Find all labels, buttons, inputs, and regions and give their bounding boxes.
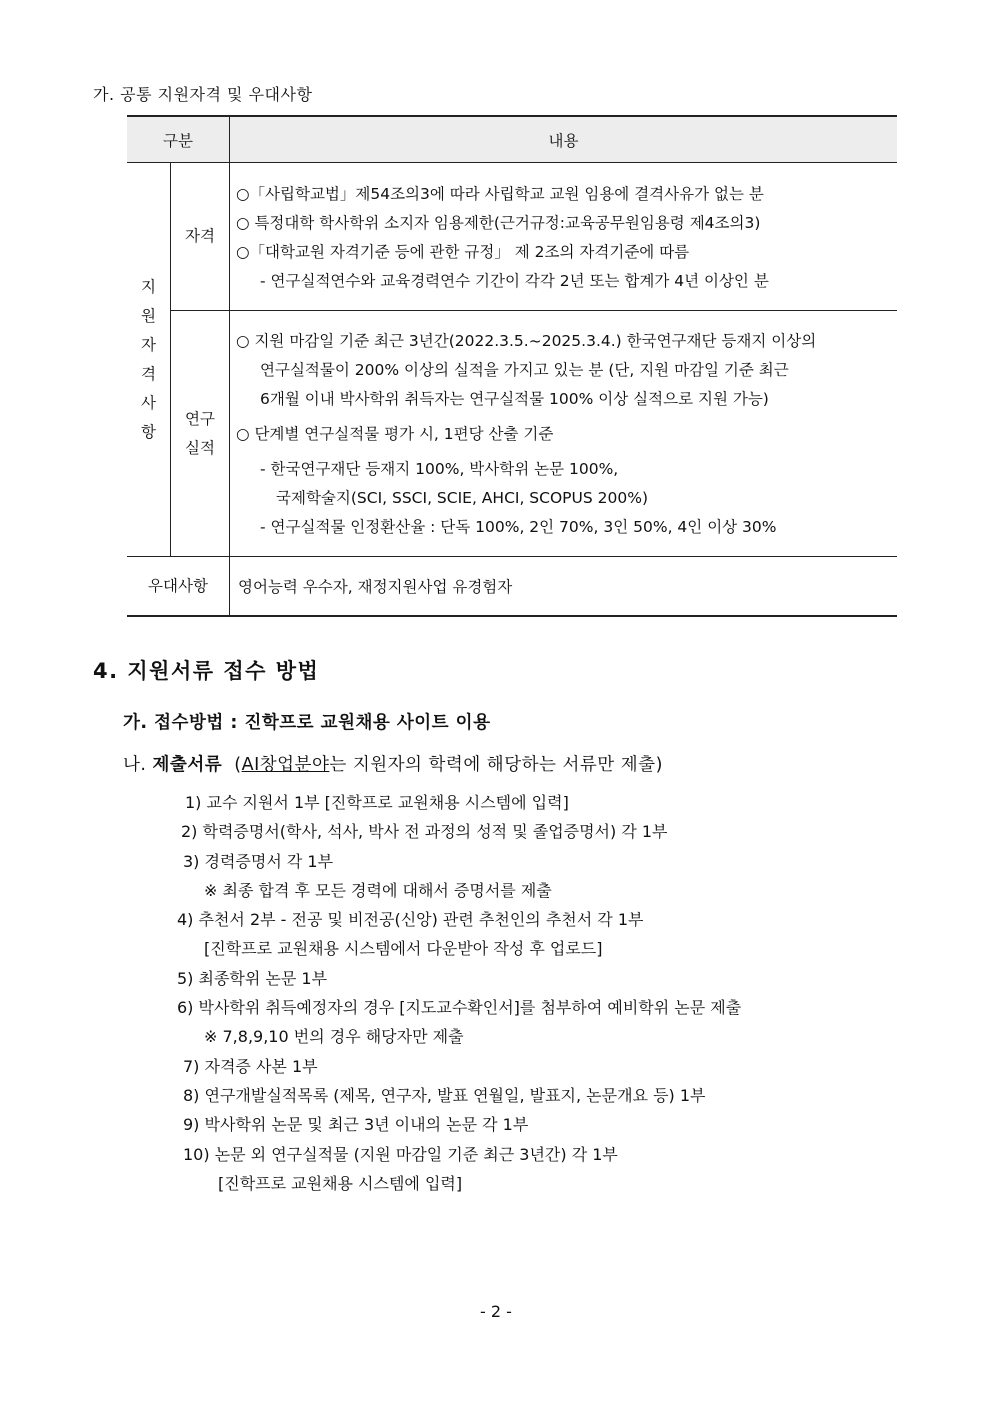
content-line: 연구실적물이 200% 이상의 실적을 가지고 있는 분 (단, 지원 마감일 기준 최근 (260, 361, 789, 379)
list-item: 4) 추천서 2부 - 전공 및 비전공(신앙) 관련 추천인의 추천서 각 1부 (177, 910, 644, 929)
group-label-char: 지 (141, 277, 156, 296)
qualification-table (127, 115, 897, 617)
research-content (230, 311, 898, 557)
list-item: ※ 7,8,9,10 번의 경우 해당자만 제출 (204, 1027, 464, 1046)
list-item: 10) 논문 외 연구실적물 (지원 마감일 기준 최근 3년간) 각 1부 (183, 1145, 618, 1164)
list-item: 1) 교수 지원서 1부 [진학프로 교원채용 시스템에 입력] (185, 793, 569, 812)
group-label-char: 자 (141, 335, 156, 354)
list-item: [진학프로 교원채용 시스템에 입력] (218, 1174, 463, 1193)
list-item: 6) 박사학위 취득예정자의 경우 [지도교수확인서]를 첨부하여 예비학위 논문 제출 (177, 998, 742, 1017)
required-documents-heading (123, 751, 663, 776)
list-item: 8) 연구개발실적목록 (제목, 연구자, 발표 연월일, 발표지, 논문개요 등) 1부 (183, 1086, 706, 1105)
list-item: 3) 경력증명서 각 1부 (183, 852, 334, 871)
table-row (127, 311, 897, 557)
row-label-text: 자격 (185, 227, 215, 245)
preference-content: 영어능력 우수자, 재정지원사업 유경험자 (230, 557, 898, 617)
content-line: ○ 특정대학 학사학위 소지자 임용제한(근거규정:교육공무원임용령 제4조의3) (236, 213, 761, 232)
section-4-title: 4. 지원서류 접수 방법 (93, 659, 320, 683)
row-label-qualification (171, 163, 230, 311)
row-label-text: 실적 (185, 438, 215, 457)
content-line: - 한국연구재단 등재지 100%, 박사학위 논문 100%, (260, 460, 619, 478)
content-line: - 연구실적물 인정환산율 : 단독 100%, 2인 70%, 3인 50%, 4인 이상 30% (260, 518, 777, 536)
list-item: 2) 학력증명서(학사, 석사, 박사 전 과정의 성적 및 졸업증명서) 각 1부 (181, 822, 668, 841)
list-item: 7) 자격증 사본 1부 (183, 1057, 318, 1076)
page-number: - 2 - (480, 1302, 512, 1321)
heading-bold: 제출서류 (152, 755, 223, 775)
qualification-content (230, 163, 898, 311)
row-label-text: 연구 (185, 409, 215, 428)
content-line: ○「사립학교법」제54조의3에 따라 사립학교 교원 임용에 결격사유가 없는 분 (236, 184, 764, 203)
group-label-char: 원 (141, 306, 156, 325)
list-item: 5) 최종학위 논문 1부 (177, 969, 328, 988)
group-label (127, 163, 171, 557)
content-line: 6개월 이내 박사학위 취득자는 연구실적물 100% 이상 실적으로 지원 가능) (260, 390, 769, 408)
content-line: ○「대학교원 자격기준 등에 관한 규정」 제 2조의 자격기준에 따름 (236, 242, 690, 261)
row-label-research (171, 311, 230, 557)
heading-paren: ( (222, 755, 242, 775)
submission-method: 가. 접수방법 : 진학프로 교원채용 사이트 이용 (123, 713, 491, 733)
content-line: 국제학술지(SCI, SSCI, SCIE, AHCI, SCOPUS 200%) (276, 489, 648, 507)
table-row (127, 163, 897, 311)
content-line: - 연구실적연수와 교육경력연수 기간이 각각 2년 또는 합계가 4년 이상인 분 (260, 271, 769, 290)
header-content: 내용 (230, 116, 898, 163)
group-label-char: 사 (141, 393, 156, 412)
heading-rest: 는 지원자의 학력에 해당하는 서류만 제출) (329, 755, 663, 775)
group-label-char: 항 (141, 422, 156, 441)
content-line: ○ 지원 마감일 기준 최근 3년간(2022.3.5.~2025.3.4.) 한국연구재단 등재지 이상의 (236, 332, 817, 350)
list-item: [진학프로 교원채용 시스템에서 다운받아 작성 후 업로드] (204, 939, 603, 958)
group-label-char: 격 (141, 364, 156, 383)
heading-prefix: 나. (123, 755, 153, 775)
table-row (127, 557, 897, 617)
section-title: 가. 공통 지원자격 및 우대사항 (93, 85, 313, 104)
content-line: ○ 단계별 연구실적물 평가 시, 1편당 산출 기준 (236, 425, 554, 443)
header-category: 구분 (127, 116, 230, 163)
table-header-row (127, 116, 897, 163)
list-item: 9) 박사학위 논문 및 최근 3년 이내의 논문 각 1부 (183, 1115, 529, 1134)
preference-label: 우대사항 (127, 557, 230, 617)
heading-underlined: AI창업분야 (241, 755, 330, 775)
list-item: ※ 최종 합격 후 모든 경력에 대해서 증명서를 제출 (204, 881, 552, 900)
